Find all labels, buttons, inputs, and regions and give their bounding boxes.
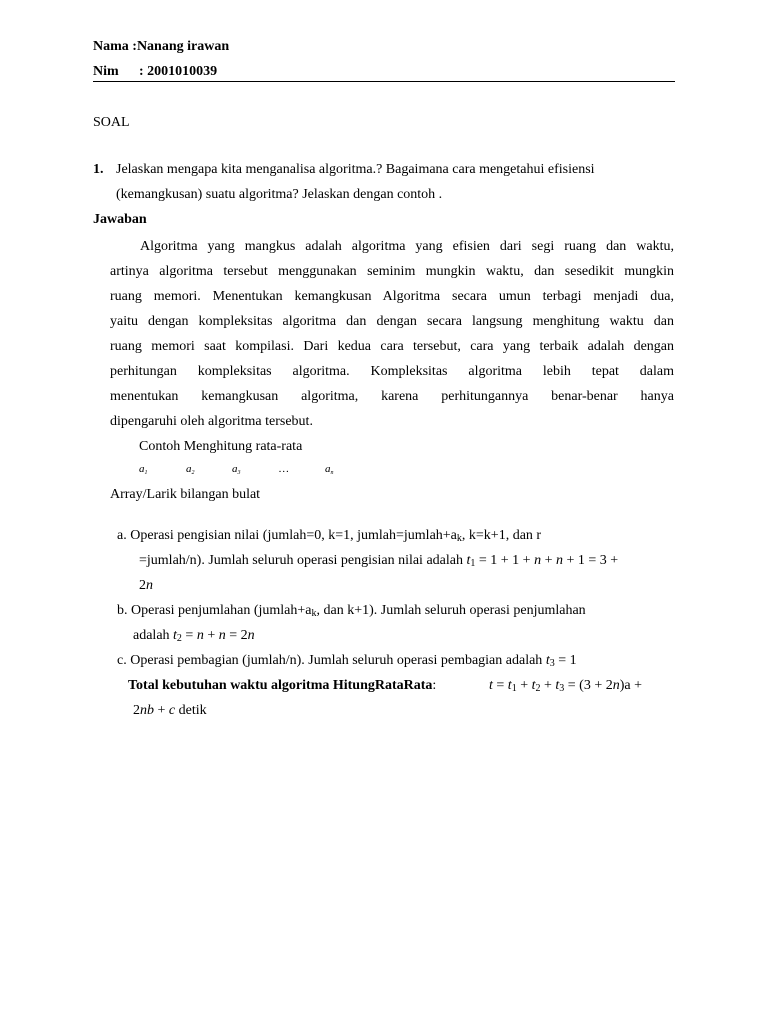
question-line-1: Jelaskan mengapa kita menganalisa algoritma.? Bagaimana cara mengetahui efisiensi [116, 162, 595, 177]
item-b-line-1: b. Operasi penjumlahan ($jumlah+a_k$, dan k+1). Jumlah seluruh operasi penjumlahan [117, 603, 586, 619]
answer-line: perhitungan kompleksitas algoritma. Kompleksitas algoritma lebih tepat dalam [110, 364, 674, 379]
item-a-line-1: a. Operasi pengisian nilai (jumlah=0, k=1, $jumlah=jumlah+a_k$, k=k+1, dan r [117, 528, 542, 544]
item-a-line-3: 2n [139, 578, 153, 593]
nim-value: : 2001010039 [139, 64, 218, 79]
total-line-1: Total kebutuhan waktu algoritma HitungRataRata: [128, 678, 437, 693]
answer-line: ruang memori. Menentukan kemangkusan Algoritma secara umun terbagi menjadi dua, [110, 289, 674, 304]
item-a-line-2: =jumlah/n). Jumlah seluruh operasi pengisian nilai adalah $t_1 = 1 + 1 + n + n + 1 = 3$ + [139, 553, 619, 569]
array-label: Array/Larik bilangan bulat [110, 487, 261, 502]
item-b-line-2: adalah $t_2 = n + n = 2n$ [133, 628, 255, 644]
array-element: $a_3$ [232, 463, 241, 476]
header-divider [93, 81, 675, 82]
answer-line: ruang memori saat kompilasi. Dari kedua cara tersebut, cara yang terbaik adalah dengan [110, 339, 674, 354]
name-label: Nama : [93, 39, 137, 54]
answer-line: dipengaruhi oleh algoritma tersebut. [110, 414, 313, 429]
total-line-2: 2nb + c detik [133, 703, 207, 718]
item-c-line: c. Operasi pembagian (jumlah/n). Jumlah seluruh operasi pembagian adalah $t_3 = 1$ [117, 653, 577, 669]
student-nim-line [93, 63, 119, 81]
answer-line: Algoritma yang mangkus adalah algoritma yang efisien dari segi ruang dan waktu, [140, 239, 674, 254]
answer-line: yaitu dengan kompleksitas algoritma dan dengan secara langsung menghitung waktu dan [110, 314, 674, 329]
array-element: $a_2$ [186, 463, 195, 476]
student-name-line [93, 38, 229, 56]
total-formula: $t = t_1 + t_2 + t_3 = (3 + 2n)a$ + [489, 678, 643, 694]
example-title: Contoh Menghitung rata-rata [139, 439, 303, 454]
question-number: 1. [93, 162, 104, 177]
answer-line: menentukan kemangkusan algoritma, karena perhitungannya benar-benar hanya [110, 389, 674, 404]
answer-paragraph [110, 234, 674, 434]
question-line-2: (kemangkusan) suatu algoritma? Jelaskan dengan contoh . [116, 187, 443, 202]
answer-line: artinya algoritma tersebut menggunakan seminim mungkin waktu, dan sesedikit mungkin [110, 264, 674, 279]
nim-label: Nim [93, 64, 119, 79]
name-value: Nanang irawan [136, 39, 230, 54]
array-elements [0, 463, 768, 481]
answer-title: Jawaban [93, 212, 147, 227]
total-label: Total kebutuhan waktu algoritma HitungRataRata [128, 678, 433, 693]
array-element: $a_n$ [325, 463, 334, 476]
array-ellipsis: … [279, 463, 289, 475]
array-element: $a_1$ [139, 463, 148, 476]
soal-title: SOAL [93, 115, 130, 130]
